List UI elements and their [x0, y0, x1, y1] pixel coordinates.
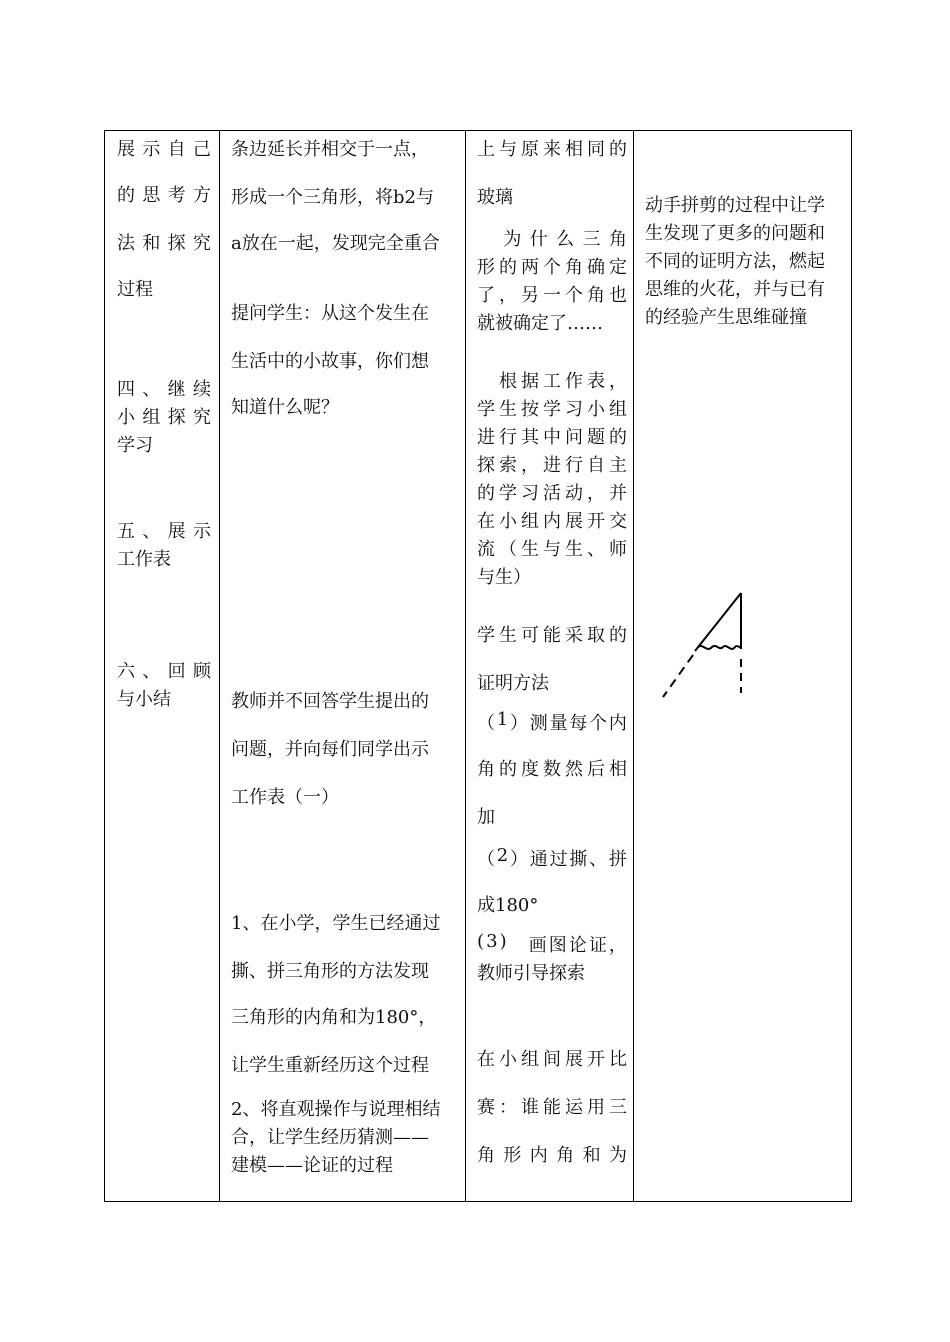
torn-triangle-figure — [655, 587, 755, 707]
stage-line: 工作表 — [117, 549, 171, 570]
student-text-line: （ 2 ） 通 过 撕 、 拼 — [477, 845, 627, 870]
teacher-text-line: 1、在小学，学生已经通过 — [231, 913, 441, 934]
student-text-line: ( 3 ) 画 图 论 证 ， — [477, 931, 627, 956]
intent-text-line: 的经验产生思维碰撞 — [645, 307, 807, 328]
stage-line: 法 和 探 究 — [117, 233, 211, 254]
student-text-line: 进 行 其 中 问 题 的 — [477, 427, 627, 448]
stage-line: 过程 — [117, 279, 153, 300]
student-text-line: 在 小 组 内 展 开 交 — [477, 511, 627, 532]
stage-heading-4: 四 、 继 续 — [117, 379, 211, 400]
teacher-text-line: 提问学生：从这个发生在 — [231, 303, 429, 324]
student-text-line: 教师引导探索 — [477, 963, 585, 984]
student-text-line: 上 与 原 来 相 同 的 — [477, 139, 627, 160]
student-text-line: 加 — [477, 807, 495, 828]
student-text-line: 证明方法 — [477, 673, 549, 694]
teacher-text-line: 问题，并向每们同学出示 — [231, 739, 429, 760]
triangle-side-left — [695, 593, 741, 651]
stage-line: 的 思 考 方 — [117, 185, 211, 206]
teacher-text-line: 让学生重新经历这个过程 — [231, 1055, 429, 1076]
intent-text-line: 不同的证明方法，燃起 — [645, 251, 825, 272]
teacher-text-line: 撕、拼三角形的方法发现 — [231, 961, 429, 982]
column-divider — [633, 131, 634, 1201]
stage-heading-5: 五 、 展 示 — [117, 521, 211, 542]
student-text-line: 形 的 两 个 角 确 定 — [477, 257, 627, 278]
column-divider — [219, 131, 220, 1201]
extension-dashed-left — [663, 655, 693, 697]
teacher-text-line: 合，让学生经历猜测—— — [231, 1127, 429, 1148]
stage-line: 展 示 自 己 — [117, 139, 211, 160]
teacher-text-line: 教师并不回答学生提出的 — [231, 691, 429, 712]
student-text-line: 成180° — [477, 895, 539, 916]
teacher-text-line: 条边延长并相交于一点， — [231, 139, 429, 160]
student-text-line: 玻璃 — [477, 187, 513, 208]
column-divider — [465, 131, 466, 1201]
stage-line: 小 组 探 究 — [117, 407, 211, 428]
teacher-text-line: 建模——论证的过程 — [231, 1155, 393, 1176]
student-text-line: 的 学 习 活 动 ， 并 — [477, 483, 627, 504]
stage-line: 与小结 — [117, 689, 171, 710]
intent-text-line: 思维的火花，并与已有 — [645, 279, 825, 300]
teacher-activity-column — [231, 131, 461, 1201]
teacher-text-line: 形成一个三角形，将b2与 — [231, 187, 434, 208]
student-text-line: 赛 ： 谁 能 运 用 三 — [477, 1097, 627, 1118]
teacher-text-line: 2、将直观操作与说理相结 — [231, 1099, 441, 1120]
teacher-text-line: 生活中的小故事，你们想 — [231, 351, 429, 372]
lesson-table — [104, 130, 852, 1202]
student-text-line: 探 索 ， 进 行 自 主 — [477, 455, 627, 476]
teacher-text-line: 三角形的内角和为180°， — [231, 1007, 437, 1028]
stage-column — [117, 131, 211, 1201]
student-text-line: 了 ， 另 一 个 角 也 — [477, 285, 627, 306]
student-text-line: 就被确定了…… — [477, 313, 603, 334]
student-text-line: 角 形 内 角 和 为 — [477, 1145, 627, 1166]
student-text-line: 角 的 度 数 然 后 相 — [477, 759, 627, 780]
teacher-text-line: 工作表（一） — [231, 787, 339, 808]
student-text-line: （ 1 ） 测 量 每 个 内 — [477, 709, 627, 734]
stage-heading-6: 六 、 回 顾 — [117, 661, 211, 682]
student-text-line: 与生） — [477, 567, 531, 588]
stage-line: 学习 — [117, 435, 153, 456]
torn-edge — [698, 646, 741, 649]
intent-text-line: 生发现了更多的问题和 — [645, 223, 825, 244]
student-activity-column — [477, 131, 627, 1201]
student-text-line: 学 生 可 能 采 取 的 — [477, 625, 627, 646]
student-text-line: 学 生 按 学 习 小 组 — [477, 399, 627, 420]
intent-text-line: 动手拼剪的过程中让学 — [645, 195, 825, 216]
teacher-text-line: 知道什么呢？ — [231, 397, 339, 418]
teacher-text-line: a放在一起，发现完全重合 — [231, 233, 440, 254]
student-text-line: 在 小 组 间 展 开 比 — [477, 1049, 627, 1070]
student-text-line: 流 （ 生 与 生 、 师 — [477, 539, 627, 560]
student-text-line: 根 据 工 作 表 ， — [499, 371, 627, 392]
student-text-line: 为 什 么 三 角 — [503, 229, 627, 250]
